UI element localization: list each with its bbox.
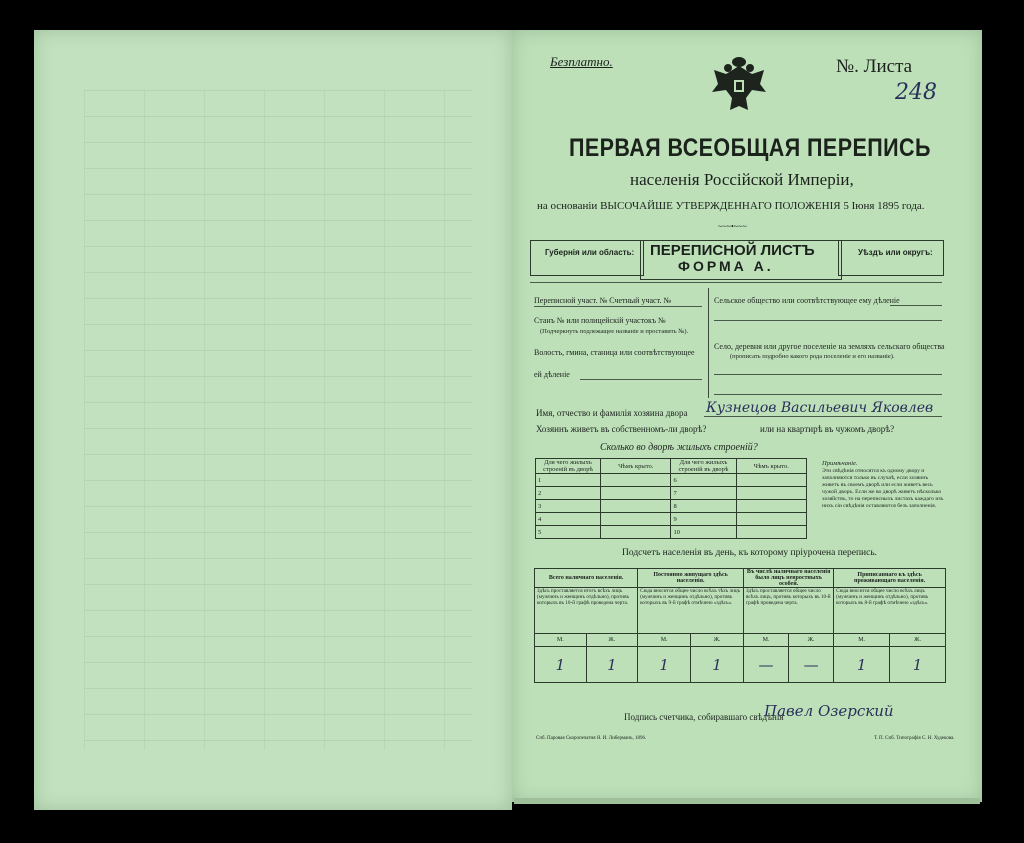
province-label: Губернія или область:	[545, 248, 635, 257]
apartment-label: или на квартирѣ въ чужомъ дворѣ?	[760, 424, 895, 434]
location-top-rule	[530, 282, 942, 283]
location-vertical-divider	[708, 288, 709, 398]
buildings-col-header: Чѣмъ крыто.	[736, 459, 806, 474]
male-header: М.	[535, 634, 587, 647]
form-name: ФОРМА А.	[678, 258, 774, 274]
field-village-hint: (прописать подробно какого рода поселеніе и его названіе).	[730, 353, 895, 360]
sheet-number-value: 248	[895, 80, 937, 105]
enumerator-signature: Павел Озерский	[764, 702, 894, 720]
count-value: 1	[586, 647, 638, 683]
count-value: 1	[890, 647, 946, 683]
owner-line	[704, 416, 942, 417]
form-legal-basis: на основаніи ВЫСОЧАЙШЕ УТВЕРЖДЕННАГО ПОЛОЖЕНІЯ 5 Іюня 1895 года.	[537, 200, 925, 212]
count-col-header: Въ числѣ наличнаго населенія было лицъ невростныхъ особей.	[744, 569, 834, 588]
field-line	[714, 374, 942, 375]
table-row: 7	[671, 487, 736, 500]
count-value: 1	[535, 647, 587, 683]
page-edge	[514, 798, 980, 804]
female-header: Ж.	[789, 634, 834, 647]
table-row: 2	[536, 487, 601, 500]
count-value: 1	[638, 647, 691, 683]
female-header: Ж.	[586, 634, 638, 647]
table-row: 1	[536, 474, 601, 487]
table-row: 6	[671, 474, 736, 487]
field-volost: Волость, гмина, станица или соотвѣтствующее	[534, 348, 695, 357]
field-census-section: Переписной участ. № Счетный участ. №	[534, 296, 672, 305]
printer-left: Спб. Паровая Скоропечатня Я. И. Либерманъ, 1896.	[536, 736, 647, 741]
count-col-note: Здѣсь проставляется общее число всѣхъ лицъ, противъ которыхъ въ 10-й графѣ проведена черта.	[744, 588, 834, 634]
note-text: Эти свѣдѣнія относятся къ одному двору и заполняются только въ случаѣ, если хозяинъ живетъ въ своемъ дворѣ или если живетъ весь чужой дворъ. Если же во дворѣ живетъ нѣсколько хозяйствъ, то на переписныхъ листахъ каждаго изъ нихъ сіи свѣдѣнія оставляются безъ заполненія.	[822, 468, 944, 509]
field-police-district: Станъ № или полицейскій участокъ №	[534, 316, 666, 325]
field-line	[890, 305, 942, 306]
owner-label: Имя, отчество и фамилія хозяина двора	[536, 408, 688, 418]
count-col-note: Сюда вносится общее число всѣхъ лицъ (мужчинъ и женщинъ отдѣльно), противъ которыхъ въ 8-й графѣ отмѣчено «здѣсь».	[834, 588, 946, 634]
ornament: ~~~•~~~	[718, 222, 747, 231]
free-label: Безплатно.	[550, 54, 613, 69]
owner-value: Кузнецов Васильевич Яковлев	[706, 400, 934, 416]
table-row: 10	[671, 526, 736, 539]
male-header: М.	[834, 634, 890, 647]
female-header: Ж.	[890, 634, 946, 647]
population-count-table	[534, 568, 946, 683]
printer-right: Т. П. Спб. Типографія С. Н. Худекова.	[874, 736, 955, 741]
field-village-society: Сельское общество или соотвѣтствующее ему дѣленіе	[714, 296, 900, 305]
table-row: 8	[671, 500, 736, 513]
male-header: М.	[638, 634, 691, 647]
table-row: 3	[536, 500, 601, 513]
district-box	[838, 240, 944, 276]
count-value: —	[789, 647, 834, 683]
double-headed-eagle-icon	[708, 52, 770, 118]
buildings-col-header: Чѣмъ крыто.	[601, 459, 671, 474]
female-header: Ж.	[691, 634, 744, 647]
buildings-col-header: Для чего жилыхъ строеній въ дворѣ	[671, 459, 736, 474]
left-page-blank	[34, 30, 512, 810]
male-header: М.	[744, 634, 789, 647]
count-value: —	[744, 647, 789, 683]
buildings-label: Сколько во дворѣ жилыхъ строеній?	[600, 442, 758, 453]
sheet-title: ПЕРЕПИСНОЙ ЛИСТЪ	[650, 242, 815, 259]
count-value: 1	[691, 647, 744, 683]
count-value: 1	[834, 647, 890, 683]
form-title: ПЕРВАЯ ВСЕОБЩАЯ ПЕРЕПИСЬ	[569, 134, 931, 162]
table-row: 5	[536, 526, 601, 539]
signature-label: Подпись счетчика, собиравшаго свѣдѣнія	[624, 712, 784, 722]
count-col-note: Сюда вносится общее число всѣхъ тѣхъ лицъ (мужчинъ и женщинъ отдѣльно), противъ которыхъ въ 9-й графѣ отмѣчено «здѣсь».	[638, 588, 744, 634]
district-label: Уѣздъ или округъ:	[858, 248, 933, 257]
field-line	[714, 394, 942, 395]
count-col-header: Приписаннаго къ здѣсь проживающаго населенія.	[834, 569, 946, 588]
field-line	[534, 306, 702, 307]
field-hint: (Подчеркнуть подлежащее названіе и проставить №).	[540, 328, 689, 335]
table-row: 4	[536, 513, 601, 526]
form-subtitle: населенія Россійской Имперіи,	[630, 170, 854, 189]
field-line	[714, 320, 942, 321]
field-village: Село, деревня или другое поселеніе на земляхъ сельскаго общества	[714, 342, 945, 351]
count-section-title: Подсчетъ населенія въ день, къ которому пріурочена перепись.	[622, 548, 878, 558]
count-col-note: Здѣсь проставляется итогъ всѣхъ лицъ (мужчинъ и женщинъ отдѣльно), противъ которыхъ въ 10-й графѣ проведена черта.	[535, 588, 638, 634]
sheet-number-label: №. Листа	[836, 56, 913, 77]
table-row: 9	[671, 513, 736, 526]
note-label: Примѣчаніе.	[822, 460, 858, 467]
province-box	[530, 240, 644, 276]
buildings-table	[535, 458, 807, 539]
faint-ruled-grid	[84, 90, 472, 750]
buildings-col-header: Для чего жилыхъ строеній въ дворѣ	[536, 459, 601, 474]
field-line	[580, 379, 702, 380]
count-col-header: Постоянно живущаго здѣсь населенія.	[638, 569, 744, 588]
field-division: ей дѣленіе	[534, 370, 570, 379]
own-house-label: Хозяинъ живетъ въ собственномъ-ли дворѣ?	[536, 424, 707, 434]
count-col-header: Всего наличнаго населенія.	[535, 569, 638, 588]
